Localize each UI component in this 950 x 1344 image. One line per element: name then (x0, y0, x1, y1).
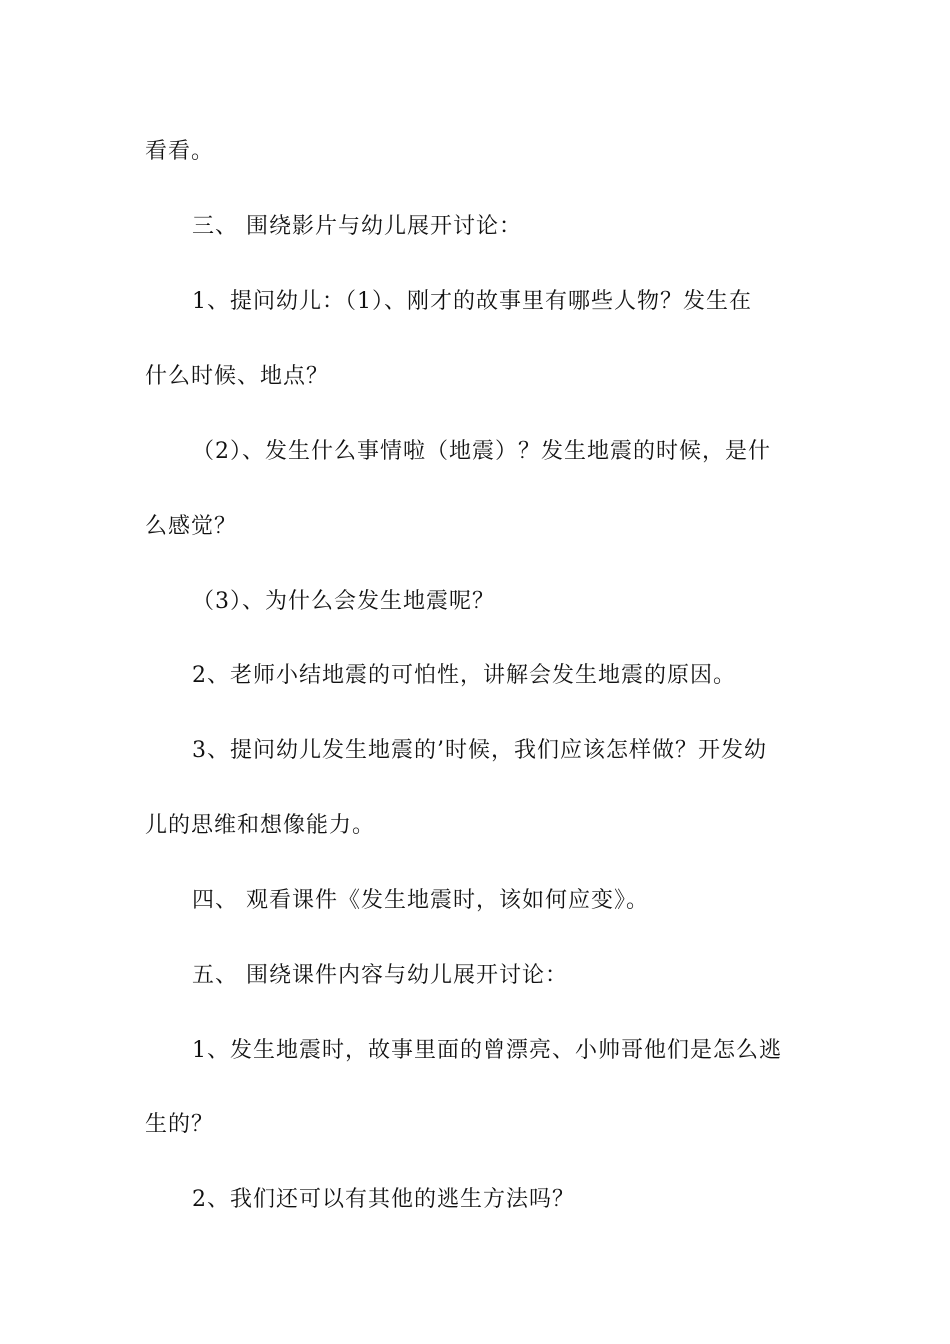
section-heading-4: 四、 观看课件《发生地震时，该如何应变》。 (192, 888, 649, 913)
text-line-14: 生的？ (145, 1112, 215, 1137)
text-line-6: 么感觉？ (145, 514, 238, 539)
text-line-8: 2、老师小结地震的可怕性，讲解会发生地震的原因。 (192, 663, 736, 688)
text-line-5: （2）、发生什么事情啦（地震）？发生地震的时候，是什 (192, 439, 771, 464)
text-line-13: 1、发生地震时，故事里面的曾漂亮、小帅哥他们是怎么逃 (192, 1038, 782, 1063)
text-line-7: （3）、为什么会发生地震呢？ (192, 589, 495, 614)
section-heading-5: 五、 围绕课件内容与幼儿展开讨论： (192, 963, 568, 988)
text-line-3: 1、提问幼儿：（1）、刚才的故事里有哪些人物？发生在 (192, 289, 752, 314)
text-line-10: 儿的思维和想像能力。 (145, 813, 376, 838)
text-line-4: 什么时候、地点？ (145, 364, 330, 389)
text-line-9: 3、提问幼儿发生地震的’时候，我们应该怎样做？开发幼 (192, 738, 767, 763)
section-heading-3: 三、 围绕影片与幼儿展开讨论： (192, 214, 522, 239)
text-line-15: 2、我们还可以有其他的逃生方法吗？ (192, 1187, 575, 1212)
text-line-1: 看看。 (145, 139, 215, 164)
